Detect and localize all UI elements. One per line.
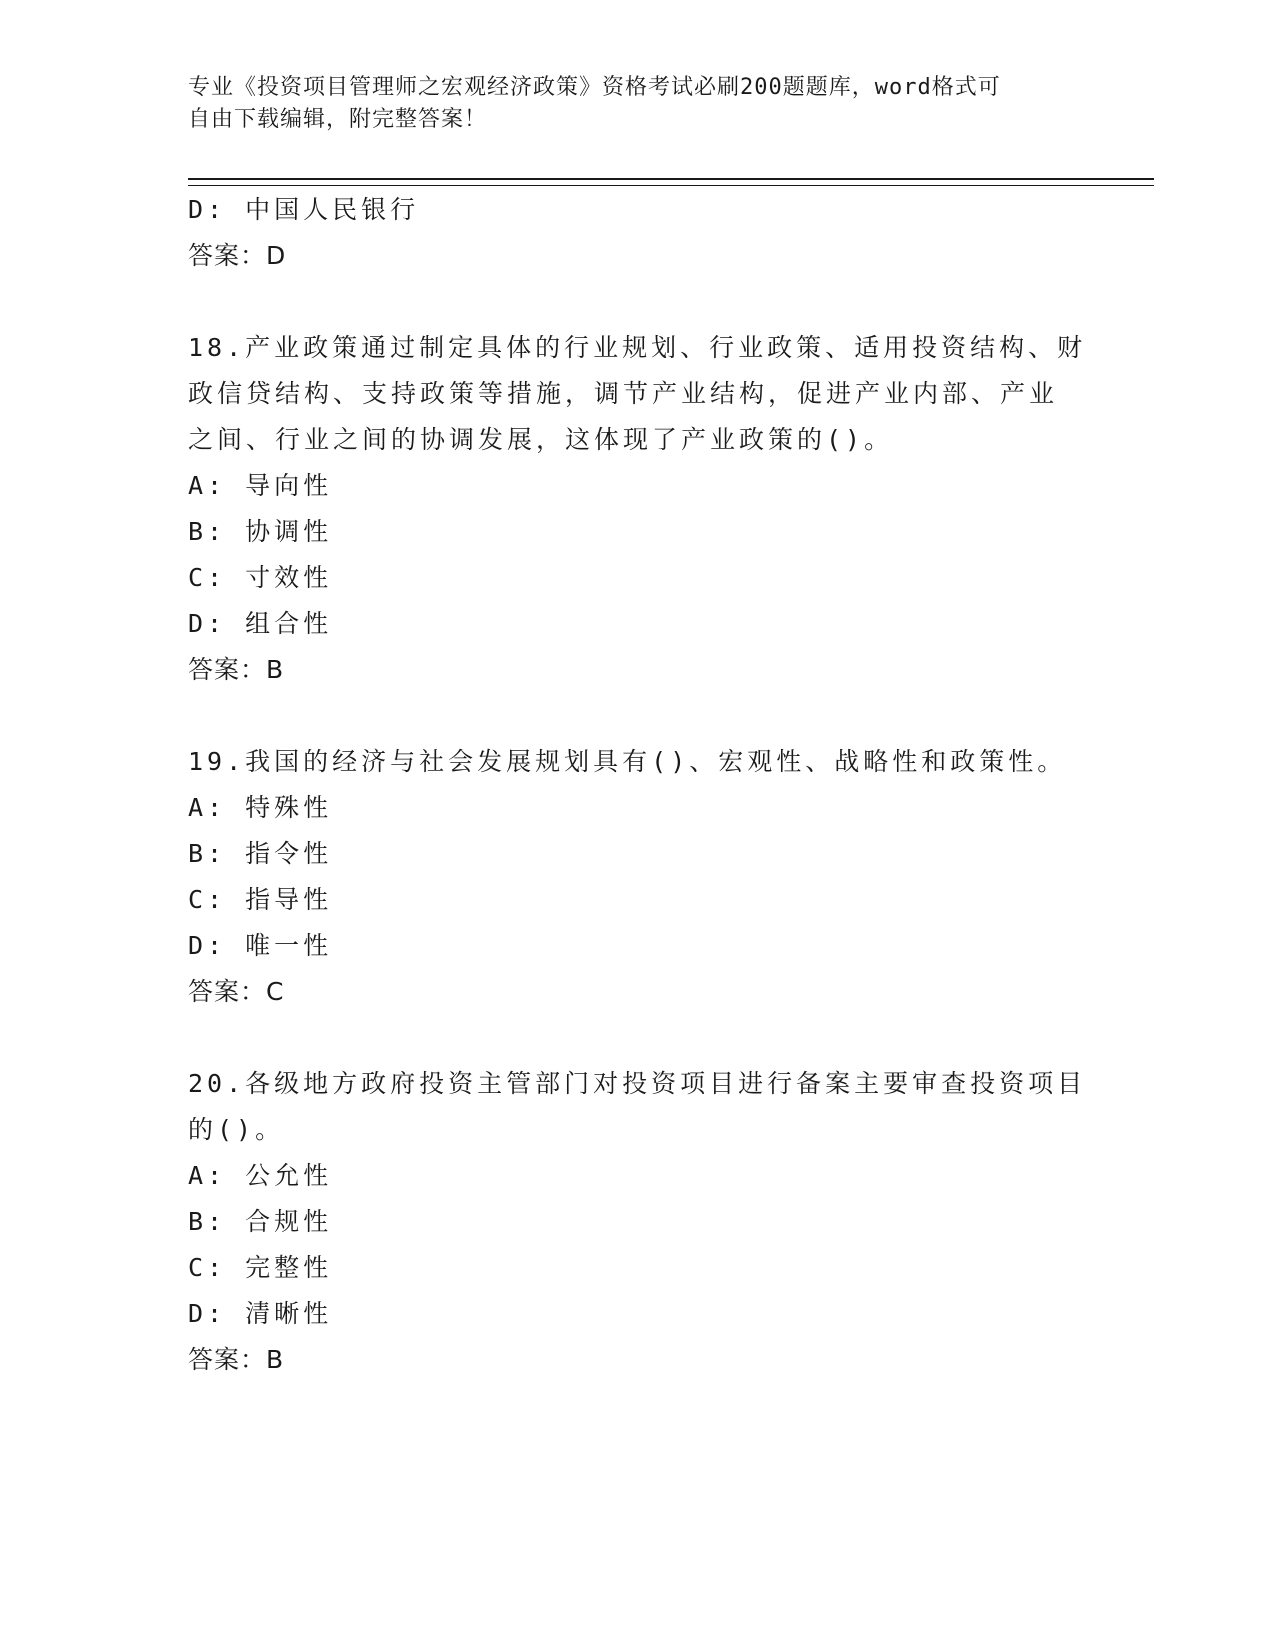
question-list [188,187,1088,1383]
header-divider [188,178,1154,186]
option-c: C: 寸效性 [188,563,333,592]
document-header [188,72,1068,136]
question-stem-line: 20.各级地方政府投资主管部门对投资项目进行备案主要审查投资项目 [188,1069,1087,1098]
question-18 [188,325,1088,693]
question-17-tail [188,187,1088,279]
answer-label: 答案：B [188,1345,285,1374]
answer-label: 答案：B [188,655,285,684]
spacer [188,279,1088,325]
question-stem-line: 19.我国的经济与社会发展规划具有()、宏观性、战略性和政策性。 [188,747,1067,776]
header-line-1: 专业《投资项目管理师之宏观经济政策》资格考试必刷200题题库，word格式可 [188,75,1001,100]
header-line-2: 自由下载编辑，附完整答案！ [188,107,488,132]
option-c: C: 指导性 [188,885,333,914]
option-b: B: 指令性 [188,839,333,868]
question-stem-line: 18.产业政策通过制定具体的行业规划、行业政策、适用投资结构、财 [188,333,1087,362]
question-20 [188,1061,1088,1383]
question-stem-line: 的()。 [188,1115,285,1144]
question-stem-line: 政信贷结构、支持政策等措施，调节产业结构，促进产业内部、产业 [188,379,1059,408]
spacer [188,693,1088,739]
question-stem-line: 之间、行业之间的协调发展，这体现了产业政策的()。 [188,425,894,454]
option-d: D: 清晰性 [188,1299,333,1328]
option-c: C: 完整性 [188,1253,333,1282]
option-d: D: 组合性 [188,609,333,638]
answer-label: 答案：D [188,241,287,270]
option-a: A: 特殊性 [188,793,333,822]
option-a: A: 公允性 [188,1161,333,1190]
option-b: B: 合规性 [188,1207,333,1236]
option-d: D: 唯一性 [188,931,333,960]
spacer [188,1015,1088,1061]
option-a: A: 导向性 [188,471,333,500]
question-19 [188,739,1088,1015]
option-b: B: 协调性 [188,517,333,546]
option-d: D: 中国人民银行 [188,195,420,224]
answer-label: 答案：C [188,977,285,1006]
